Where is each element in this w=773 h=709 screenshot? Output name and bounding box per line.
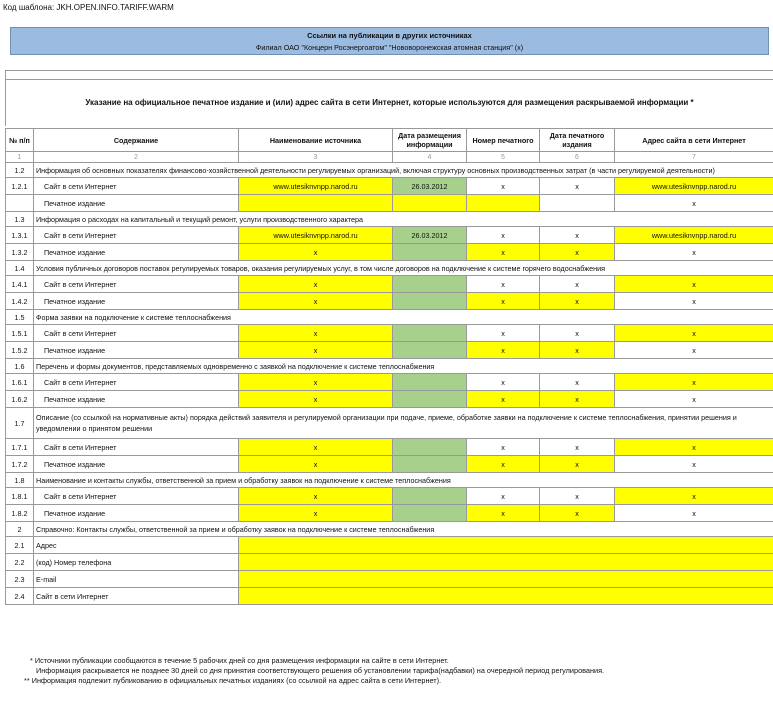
source-cell[interactable]: x xyxy=(239,293,393,310)
page-header xyxy=(10,27,769,55)
col-number: 5 xyxy=(467,152,540,163)
contact-row xyxy=(6,554,773,571)
site-cell: x xyxy=(615,342,773,359)
table-row xyxy=(6,488,773,505)
contact-row xyxy=(6,537,773,554)
row-label: Печатное издание xyxy=(34,244,239,261)
section-row xyxy=(6,310,773,325)
row-label: Печатное издание xyxy=(34,195,239,212)
contact-value[interactable] xyxy=(239,554,773,571)
table-row xyxy=(6,505,773,522)
source-cell[interactable]: x xyxy=(239,342,393,359)
source-cell[interactable]: x xyxy=(239,391,393,408)
row-number: 1.3 xyxy=(6,212,34,227)
contact-row xyxy=(6,571,773,588)
row-number: 1.7.2 xyxy=(6,456,34,473)
table-row xyxy=(6,391,773,408)
table-row xyxy=(6,227,773,244)
date-cell: 26.03.2012 xyxy=(393,178,467,195)
main-sheet xyxy=(5,70,773,670)
page-title: Ссылки на публикации в других источниках xyxy=(307,31,472,40)
table-row xyxy=(6,276,773,293)
print-number-cell: x xyxy=(467,325,540,342)
print-number-cell[interactable] xyxy=(467,195,540,212)
col-header: Номер печатного xyxy=(467,129,540,152)
site-cell[interactable]: x xyxy=(615,374,773,391)
print-date-cell: x xyxy=(540,227,615,244)
site-cell[interactable]: www.utesiknvnpp.narod.ru xyxy=(615,178,773,195)
site-cell: x xyxy=(615,456,773,473)
table-row xyxy=(6,195,773,212)
row-label: Сайт в сети Интернет xyxy=(34,374,239,391)
col-header: Наименование источника xyxy=(239,129,393,152)
source-cell[interactable]: x xyxy=(239,276,393,293)
row-number: 1.6 xyxy=(6,359,34,374)
print-date-cell[interactable]: x xyxy=(540,391,615,408)
date-cell xyxy=(393,505,467,522)
row-label: Печатное издание xyxy=(34,391,239,408)
row-number: 1.6.2 xyxy=(6,391,34,408)
row-label: Печатное издание xyxy=(34,342,239,359)
print-number-cell: x xyxy=(467,439,540,456)
table-row xyxy=(6,456,773,473)
col-number: 3 xyxy=(239,152,393,163)
row-number: 1.2 xyxy=(6,163,34,178)
col-number: 4 xyxy=(393,152,467,163)
row-number xyxy=(6,195,34,212)
print-date-cell[interactable]: x xyxy=(540,293,615,310)
print-date-cell[interactable]: x xyxy=(540,244,615,261)
source-cell[interactable]: www.utesiknvnpp.narod.ru xyxy=(239,178,393,195)
date-cell[interactable] xyxy=(393,195,467,212)
date-cell xyxy=(393,342,467,359)
row-number: 1.8.1 xyxy=(6,488,34,505)
source-cell[interactable]: x xyxy=(239,488,393,505)
col-number: 2 xyxy=(34,152,239,163)
date-cell xyxy=(393,244,467,261)
section-text: Информация об основных показателях финансово-хозяйственной деятельности регулируемых организаций, включая структуру основных производственных затрат (в части регулируемой деятельности) xyxy=(34,163,773,178)
section-row xyxy=(6,163,773,178)
section-row xyxy=(6,473,773,488)
row-label: Печатное издание xyxy=(34,505,239,522)
site-cell: x xyxy=(615,391,773,408)
top-divider xyxy=(5,70,773,80)
print-date-cell: x xyxy=(540,488,615,505)
table-body xyxy=(6,163,773,605)
source-cell[interactable]: x xyxy=(239,244,393,261)
row-number: 1.7.1 xyxy=(6,439,34,456)
row-number: 2.2 xyxy=(6,554,34,571)
source-cell[interactable] xyxy=(239,195,393,212)
print-number-cell[interactable]: x xyxy=(467,391,540,408)
header-row xyxy=(6,129,773,152)
contact-label: E-mail xyxy=(34,571,239,588)
date-cell xyxy=(393,293,467,310)
section-text: Форма заявки на подключение к системе теплоснабжения xyxy=(34,310,773,325)
source-cell[interactable]: x xyxy=(239,374,393,391)
page-subtitle: Филиал ОАО "Концерн Росэнергоатом" "Нововоронежская атомная станция" (x) xyxy=(255,43,524,52)
date-cell xyxy=(393,391,467,408)
row-number: 2.3 xyxy=(6,571,34,588)
col-header: № п/п xyxy=(6,129,34,152)
site-cell[interactable]: x xyxy=(615,325,773,342)
contact-label: (код) Номер телефона xyxy=(34,554,239,571)
print-number-cell: x xyxy=(467,227,540,244)
print-number-cell: x xyxy=(467,374,540,391)
row-number: 1.4.1 xyxy=(6,276,34,293)
print-date-cell: x xyxy=(540,325,615,342)
site-cell[interactable]: www.utesiknvnpp.narod.ru xyxy=(615,227,773,244)
row-number: 2.4 xyxy=(6,588,34,605)
row-label: Сайт в сети Интернет xyxy=(34,178,239,195)
contact-label: Сайт в сети Интернет xyxy=(34,588,239,605)
source-cell[interactable]: x xyxy=(239,325,393,342)
table-row xyxy=(6,439,773,456)
date-cell: 26.03.2012 xyxy=(393,227,467,244)
print-number-cell[interactable]: x xyxy=(467,342,540,359)
print-date-cell: x xyxy=(540,439,615,456)
section-row xyxy=(6,408,773,439)
table-row xyxy=(6,325,773,342)
row-label: Сайт в сети Интернет xyxy=(34,488,239,505)
print-number-cell: x xyxy=(467,488,540,505)
col-header: Адрес сайта в сети Интернет xyxy=(615,129,773,152)
table-row xyxy=(6,342,773,359)
site-cell: x xyxy=(615,293,773,310)
print-number-cell: x xyxy=(467,178,540,195)
row-number: 1.4 xyxy=(6,261,34,276)
row-number: 1.3.1 xyxy=(6,227,34,244)
site-cell[interactable]: x xyxy=(615,488,773,505)
section-text: Справочно: Контакты службы, ответственной за прием и обработку заявок на подключение к системе теплоснабжения xyxy=(34,522,773,537)
row-number: 1.5.2 xyxy=(6,342,34,359)
source-cell[interactable]: x xyxy=(239,456,393,473)
col-header: Дата печатного издания xyxy=(540,129,615,152)
date-cell xyxy=(393,439,467,456)
col-header: Дата размещения информации xyxy=(393,129,467,152)
print-date-cell: x xyxy=(540,276,615,293)
date-cell xyxy=(393,374,467,391)
row-number: 1.8 xyxy=(6,473,34,488)
row-number: 1.8.2 xyxy=(6,505,34,522)
print-number-cell[interactable]: x xyxy=(467,505,540,522)
print-number-cell[interactable]: x xyxy=(467,244,540,261)
contact-value[interactable] xyxy=(239,571,773,588)
site-cell[interactable]: x xyxy=(615,276,773,293)
date-cell xyxy=(393,276,467,293)
row-number: 1.5 xyxy=(6,310,34,325)
section-text: Наименование и контакты службы, ответственной за прием и обработку заявок на подключение к системе теплоснабжения xyxy=(34,473,773,488)
row-label: Сайт в сети Интернет xyxy=(34,325,239,342)
table-row xyxy=(6,244,773,261)
row-number: 1.7 xyxy=(6,408,34,439)
section-text: Описание (со ссылкой на нормативные акты) порядка действий заявителя и регулируемой организации при подаче, приеме, обработке заявки на подключение к системе теплоснабжения, принятии решения и уведомлении о принятом решении xyxy=(34,408,773,439)
site-cell[interactable]: x xyxy=(615,439,773,456)
note-title: Указание на официальное печатное издание и (или) адрес сайта в сети Интернет, которые используются для размещения раскрываемой информации * xyxy=(5,80,773,126)
section-row xyxy=(6,522,773,537)
row-label: Сайт в сети Интернет xyxy=(34,227,239,244)
row-number: 1.3.2 xyxy=(6,244,34,261)
sources-table xyxy=(5,128,773,605)
template-code: Код шаблона: JKH.OPEN.INFO.TARIFF.WARM xyxy=(3,3,174,12)
print-date-cell[interactable]: x xyxy=(540,342,615,359)
print-date-cell[interactable]: x xyxy=(540,456,615,473)
contact-label: Адрес xyxy=(34,537,239,554)
date-cell xyxy=(393,488,467,505)
contact-row xyxy=(6,588,773,605)
row-label: Печатное издание xyxy=(34,456,239,473)
row-label: Сайт в сети Интернет xyxy=(34,276,239,293)
col-number: 6 xyxy=(540,152,615,163)
section-text: Перечень и формы документов, представляемых одновременно с заявкой на подключение к системе теплоснабжения xyxy=(34,359,773,374)
date-cell xyxy=(393,325,467,342)
footnote: ** Информация подлежит публикованию в официальных печатных изданиях (со ссылкой на адрес сайта в сети Интернет). xyxy=(24,676,442,685)
section-text: Условия публичных договоров поставок регулируемых товаров, оказания регулируемых услуг, в том числе договоров на подключение к системе горячего водоснабжения xyxy=(34,261,773,276)
source-cell[interactable]: x xyxy=(239,439,393,456)
site-cell: x xyxy=(615,505,773,522)
col-header: Содержание xyxy=(34,129,239,152)
col-number-row xyxy=(6,152,773,163)
section-row xyxy=(6,359,773,374)
row-number: 1.2.1 xyxy=(6,178,34,195)
print-date-cell: x xyxy=(540,374,615,391)
footnotes xyxy=(24,656,605,686)
section-text: Информация о расходах на капитальный и текущий ремонт, услуги производственного характера xyxy=(34,212,773,227)
print-date-cell xyxy=(540,195,615,212)
print-date-cell[interactable]: x xyxy=(540,505,615,522)
row-number: 2 xyxy=(6,522,34,537)
row-number: 1.4.2 xyxy=(6,293,34,310)
col-number: 7 xyxy=(615,152,773,163)
print-number-cell[interactable]: x xyxy=(467,456,540,473)
source-cell[interactable]: www.utesiknvnpp.narod.ru xyxy=(239,227,393,244)
row-number: 1.5.1 xyxy=(6,325,34,342)
row-label: Печатное издание xyxy=(34,293,239,310)
row-label: Сайт в сети Интернет xyxy=(34,439,239,456)
row-number: 2.1 xyxy=(6,537,34,554)
table-row xyxy=(6,293,773,310)
site-cell: x xyxy=(615,195,773,212)
footnote: * Источники публикации сообщаются в течение 5 рабочих дней со дня размещения информации на сайте в сети Интернет. xyxy=(30,656,449,665)
print-date-cell: x xyxy=(540,178,615,195)
table-row xyxy=(6,178,773,195)
print-number-cell[interactable]: x xyxy=(467,293,540,310)
col-number: 1 xyxy=(6,152,34,163)
date-cell xyxy=(393,456,467,473)
site-cell: x xyxy=(615,244,773,261)
print-number-cell: x xyxy=(467,276,540,293)
section-row xyxy=(6,261,773,276)
footnote: Информация раскрывается не позднее 30 дней со дня принятия соответствующего решения об установлении тарифа(надбавки) на очередной период регулирования. xyxy=(36,666,605,675)
source-cell[interactable]: x xyxy=(239,505,393,522)
table-row xyxy=(6,374,773,391)
contact-value[interactable] xyxy=(239,537,773,554)
row-number: 1.6.1 xyxy=(6,374,34,391)
section-row xyxy=(6,212,773,227)
contact-value[interactable] xyxy=(239,588,773,605)
